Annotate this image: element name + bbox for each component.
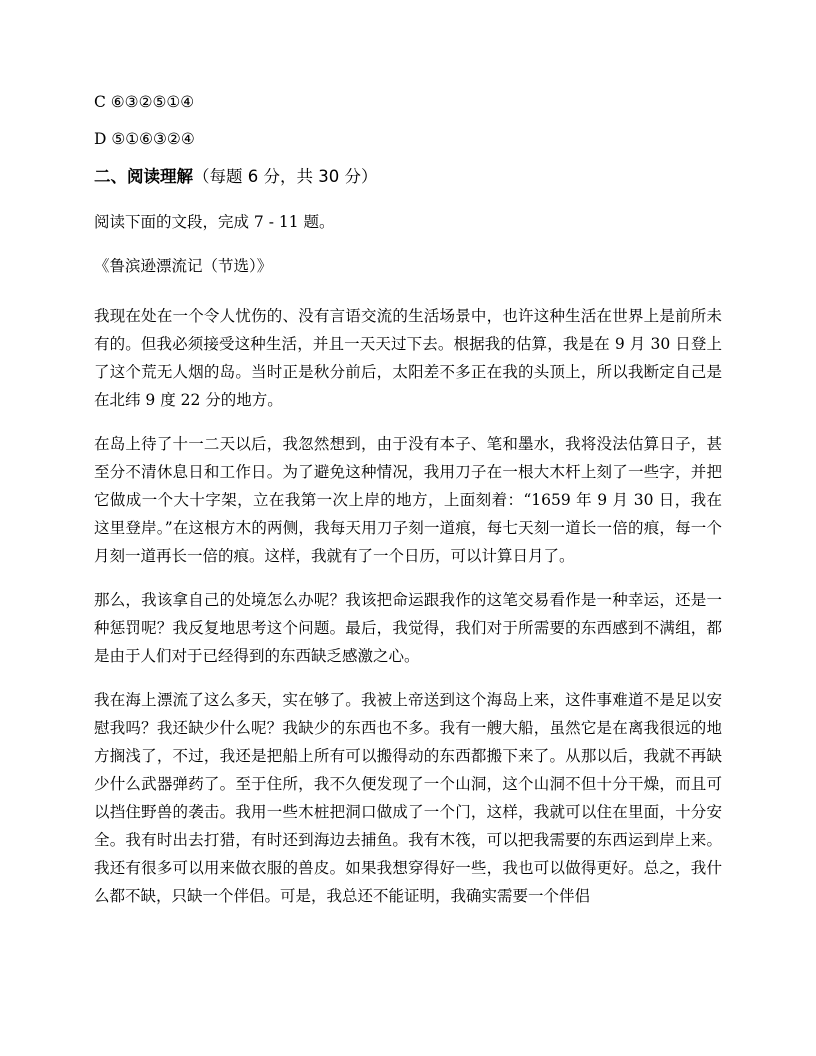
section-title: 二、阅读理解: [94, 167, 193, 186]
option-d: D ⑤①⑥③②④: [94, 130, 195, 148]
document-page: [94, 92, 722, 926]
passage-paragraph-1: 我现在处在一个令人忧伤的、没有言语交流的生活场景中，也许这种生活在世界上是前所未有的。但我必须接受这种生活，并且一天天过下去。根据我的估算，我是在 9 月 30 日登上了这个荒无人烟的岛。当时正是秋分前后，太阳差不多正在我的头顶上，所以我断定自己是在北纬 9 度 22 分的地方。: [94, 307, 722, 409]
option-c: C ⑥③②⑤①④: [94, 93, 195, 111]
section-heading: [94, 166, 722, 188]
passage-title: 《鲁滨逊漂流记（节选）》: [94, 257, 273, 275]
passage-paragraph-4: 我在海上漂流了这么多天，实在够了。我被上帝送到这个海岛上来，这件事难道不是足以安慰我吗？我还缺少什么呢？我缺少的东西也不多。我有一艘大船，虽然它是在离我很远的地方搁浅了，不过，我还是把船上所有可以搬得动的东西都搬下来了。从那以后，我就不再缺少什么武器弹药了。至于住所，我不久便发现了一个山洞，这个山洞不但十分干燥，而且可以挡住野兽的袭击。我用一些木桩把洞口做成了一个门，这样，我就可以住在里面，十分安全。我有时出去打猎，有时还到海边去捕鱼。我有木筏，可以把我需要的东西运到岸上来。我还有很多可以用来做衣服的兽皮。如果我想穿得好一些，我也可以做得更好。总之，我什么都不缺，只缺一个伴侣。可是，我总还不能证明，我确实需要一个伴侣: [94, 691, 722, 905]
passage-paragraph-3: 那么，我该拿自己的处境怎么办呢？我该把命运跟我作的这笔交易看作是一种幸运，还是一种惩罚呢？我反复地思考这个问题。最后，我觉得，我们对于所需要的东西感到不满组，都是由于人们对于已经得到的东西缺乏感激之心。: [94, 591, 722, 665]
reading-instruction: 阅读下面的文段，完成 7 - 11 题。: [94, 213, 335, 231]
section-score-note: （每题 6 分，共 30 分）: [193, 167, 378, 186]
passage-paragraph-2: 在岛上待了十一二天以后，我忽然想到，由于没有本子、笔和墨水，我将没法估算日子，甚至分不清休息日和工作日。为了避免这种情况，我用刀子在一根大木杆上刻了一些字，并把它做成一个大十字架，立在我第一次上岸的地方，上面刻着：“1659 年 9 月 30 日，我在这里登岸。”在这根方木的两侧，我每天用刀子刻一道痕，每七天刻一道长一倍的痕，每一个月刻一道再长一倍的痕。这样，我就有了一个日历，可以计算日月了。: [94, 435, 722, 565]
